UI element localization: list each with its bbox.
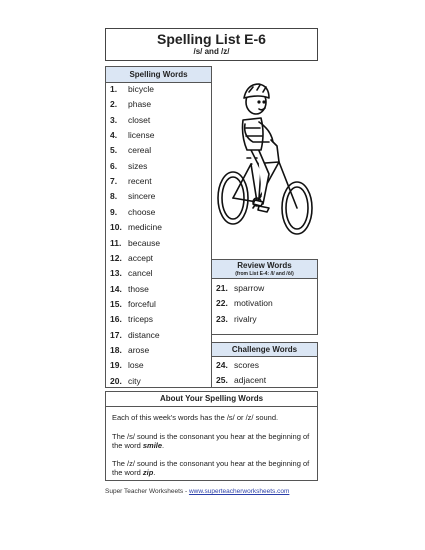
title-box (105, 28, 318, 61)
about-text: . (153, 468, 156, 477)
word-number: 20. (110, 375, 122, 386)
word-number: 15. (110, 298, 122, 309)
about-text: The /s/ sound is the consonant you hear at the beginning of the word (112, 432, 310, 450)
review-words-title: Review Words (237, 261, 292, 270)
page-subtitle: /s/ and /z/ (193, 47, 230, 56)
word-text: city (128, 375, 141, 386)
footer (105, 488, 365, 496)
word-text: recent (128, 176, 152, 187)
word-row (106, 97, 211, 112)
word-number: 3. (110, 114, 118, 125)
word-number: 23. (216, 313, 228, 324)
footer-text: Super Teacher Worksheets - (105, 488, 189, 495)
word-number: 17. (110, 329, 122, 340)
word-text: motivation (234, 298, 273, 309)
spelling-words-box (105, 66, 212, 388)
word-number: 8. (110, 191, 118, 202)
word-number: 1. (110, 84, 118, 94)
word-number: 12. (110, 252, 122, 263)
page-title: Spelling List E-6 (157, 31, 266, 47)
word-number: 5. (110, 145, 118, 156)
word-text: bicycle (128, 84, 154, 94)
word-row (212, 296, 317, 311)
word-text: medicine (128, 222, 163, 233)
word-row (106, 82, 211, 97)
word-number: 13. (110, 268, 122, 279)
challenge-words-box (211, 342, 318, 388)
word-number: 18. (110, 344, 122, 355)
word-row (106, 297, 211, 312)
word-number: 9. (110, 206, 118, 217)
word-row (106, 328, 211, 343)
about-box (105, 391, 318, 481)
about-text: The /z/ sound is the consonant you hear at the beginning of the word (112, 459, 310, 477)
word-text: scores (234, 360, 260, 370)
word-number: 24. (216, 360, 228, 370)
word-row (106, 159, 211, 174)
spelling-words-header: Spelling Words (106, 67, 211, 83)
about-paragraph-3 (112, 459, 312, 477)
word-number: 22. (216, 298, 228, 309)
word-text: choose (128, 206, 156, 217)
word-number: 25. (216, 375, 228, 385)
word-text: cereal (128, 145, 152, 156)
word-row (106, 343, 211, 358)
bicycle-rider-illustration (213, 70, 317, 255)
word-text: accept (128, 252, 154, 263)
review-words-header (212, 260, 317, 279)
word-row (212, 358, 317, 373)
word-row (106, 312, 211, 327)
word-row (212, 312, 317, 327)
word-number: 21. (216, 283, 228, 293)
word-text: forceful (128, 298, 156, 309)
word-text: sparrow (234, 283, 265, 293)
challenge-words-header: Challenge Words (212, 343, 317, 357)
word-number: 19. (110, 360, 122, 371)
word-text: triceps (128, 314, 154, 325)
word-text: because (128, 237, 161, 248)
word-number: 16. (110, 314, 122, 325)
word-number: 14. (110, 283, 122, 294)
example-word-zip: zip (142, 468, 154, 477)
word-row (106, 189, 211, 204)
word-text: cancel (128, 268, 153, 279)
word-row (106, 236, 211, 251)
word-number: 10. (110, 222, 122, 233)
about-title: About Your Spelling Words (106, 392, 317, 407)
review-words-subtitle: (from List E-4: /l/ and /ô/) (235, 271, 294, 277)
word-text: distance (128, 329, 160, 340)
word-number: 11. (110, 237, 122, 248)
about-text: . (162, 441, 165, 450)
word-number: 6. (110, 160, 118, 171)
word-row (212, 373, 317, 388)
review-words-box (211, 259, 318, 335)
word-text: arose (128, 344, 150, 355)
word-number: 4. (110, 130, 118, 141)
word-text: closet (128, 114, 151, 125)
word-number: 2. (110, 99, 118, 110)
word-text: rivalry (234, 313, 257, 324)
word-row (106, 358, 211, 373)
word-row (106, 374, 211, 389)
word-row (106, 143, 211, 158)
word-row (106, 251, 211, 266)
word-row (106, 128, 211, 143)
word-number: 7. (110, 176, 118, 187)
word-text: license (128, 130, 155, 141)
word-text: sincere (128, 191, 156, 202)
word-text: adjacent (234, 375, 267, 385)
word-row (106, 220, 211, 235)
word-row (106, 174, 211, 189)
word-row (106, 113, 211, 128)
word-text: phase (128, 99, 152, 110)
footer-link[interactable]: www.superteacherworksheets.com (188, 488, 290, 495)
word-text: those (128, 283, 149, 294)
word-text: sizes (128, 160, 148, 171)
word-row (106, 266, 211, 281)
word-text: lose (128, 360, 144, 371)
example-word-smile: smile (142, 441, 163, 450)
about-paragraph-1: Each of this week's words has the /s/ or /z/ sound. (112, 413, 279, 422)
word-row (106, 205, 211, 220)
word-row (212, 281, 317, 296)
word-row (106, 282, 211, 297)
about-paragraph-2 (112, 432, 312, 450)
